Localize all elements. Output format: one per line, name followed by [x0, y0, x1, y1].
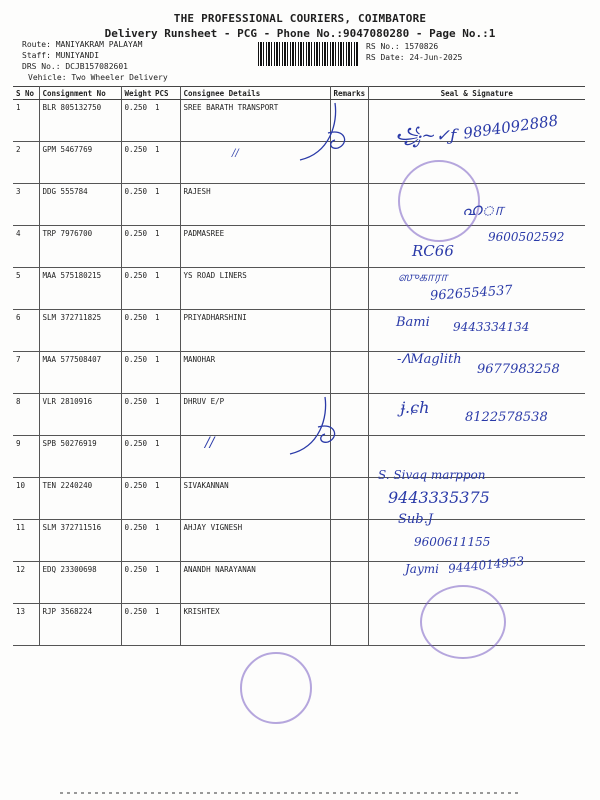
row-remarks [330, 352, 368, 394]
row-consignee: ANANDH NARAYANAN [180, 562, 330, 604]
row-weight: 0.250 [121, 478, 152, 520]
row-consignment-no: EDQ 23300698 [39, 562, 121, 604]
row-consignment-no: RJP 3568224 [39, 604, 121, 646]
row-pcs: 1 [152, 100, 180, 142]
rs-number: RS No.: 1570826 [366, 42, 439, 51]
signature-12: Jaymi [405, 562, 439, 576]
row-pcs: 1 [152, 352, 180, 394]
col-sno: S No [13, 87, 39, 100]
route-label: Route: MANIYAKRAM PALAYAM [22, 40, 143, 49]
row-consignment-no: BLR 805132750 [39, 100, 121, 142]
col-remarks: Remarks [330, 87, 368, 100]
col-consignee: Consignee Details [180, 87, 330, 100]
row-sno: 6 [13, 310, 39, 352]
col-pcs: PCS [152, 87, 180, 100]
handwritten-phone-5: 9626554537 [429, 283, 514, 304]
row-consignment-no: TEN 2240240 [39, 478, 121, 520]
handwritten-phone-12: 9444014953 [447, 554, 525, 576]
row-remarks [330, 310, 368, 352]
row-remarks [330, 562, 368, 604]
vehicle-label: Vehicle: Two Wheeler Delivery [28, 73, 168, 82]
row-remarks [330, 268, 368, 310]
row-pcs: 1 [152, 310, 180, 352]
row-pcs: 1 [152, 478, 180, 520]
row-consignment-no: SLM 372711825 [39, 310, 121, 352]
handwritten-name-4: RC66 [412, 242, 454, 260]
row-consignment-no: VLR 2810916 [39, 394, 121, 436]
row-weight: 0.250 [121, 184, 152, 226]
table-row [13, 520, 585, 562]
row-sno: 2 [13, 142, 39, 184]
row-weight: 0.250 [121, 352, 152, 394]
row-consignment-no: MAA 575180215 [39, 268, 121, 310]
table-row [13, 478, 585, 520]
handwritten-phone-10: 9443335375 [388, 488, 490, 507]
company-title: THE PROFESSIONAL COURIERS, COIMBATORE [173, 12, 427, 25]
row-sno: 13 [13, 604, 39, 646]
row-pcs: 1 [152, 268, 180, 310]
handwritten-phone-1: 9894092888 [462, 111, 560, 143]
row-weight: 0.250 [121, 394, 152, 436]
signature-6: Bami [396, 315, 430, 330]
row-sno: 5 [13, 268, 39, 310]
row-sno: 8 [13, 394, 39, 436]
row-consignee: PRIYADHARSHINI [180, 310, 330, 352]
handwritten-phone-6: 9443334134 [453, 320, 530, 334]
pcg-seal-stamp [240, 652, 312, 724]
row-consignee: YS ROAD LINERS [180, 268, 330, 310]
tick-mark-row1 [290, 98, 370, 168]
row-sno: 9 [13, 436, 39, 478]
row-consignee: SREE BARATH TRANSPORT [180, 100, 330, 142]
runsheet-subtitle: Delivery Runsheet - PCG - Phone No.:9047080280 - Page No.:1 [104, 27, 496, 40]
row-weight: 0.250 [121, 310, 152, 352]
row-consignee: AHJAY VIGNESH [180, 520, 330, 562]
staff-label: Staff: MUNIYANDI [22, 51, 100, 60]
row-weight: 0.250 [121, 520, 152, 562]
signature-11: Sub.J [398, 512, 433, 527]
row-sno: 4 [13, 226, 39, 268]
rs-date: RS Date: 24-Jun-2025 [366, 53, 463, 62]
row-weight: 0.250 [121, 100, 152, 142]
row-pcs: 1 [152, 562, 180, 604]
row-sno: 12 [13, 562, 39, 604]
handwritten-phone-11: 9600611155 [414, 535, 491, 549]
row-consignee: DHRUV E/P [180, 394, 330, 436]
row-pcs: 1 [152, 520, 180, 562]
row-sno: 1 [13, 100, 39, 142]
row-sno: 3 [13, 184, 39, 226]
row-weight: 0.250 [121, 142, 152, 184]
row-consignment-no: TRP 7976700 [39, 226, 121, 268]
row-consignment-no: MAA 577508407 [39, 352, 121, 394]
engineering-seal-stamp [420, 585, 506, 659]
signature-1: ꧁~✓ƒ [395, 126, 457, 146]
row-remarks [330, 520, 368, 562]
col-consignment: Consignment No [39, 87, 121, 100]
check-mark-9: // [205, 435, 215, 451]
handwritten-phone-8: 8122578538 [465, 410, 548, 425]
row-pcs: 1 [152, 184, 180, 226]
row-sno: 7 [13, 352, 39, 394]
col-weight: Weight [121, 87, 152, 100]
signature-5: ஸுகாரா [398, 270, 448, 285]
row-pcs: 1 [152, 226, 180, 268]
col-seal: Seal & Signature [368, 87, 585, 100]
row-weight: 0.250 [121, 226, 152, 268]
signature-3: ഹா [462, 200, 504, 220]
row-remarks [330, 604, 368, 646]
row-pcs: 1 [152, 142, 180, 184]
footer-edge [60, 792, 520, 794]
row-pcs: 1 [152, 436, 180, 478]
check-mark-2: // [232, 148, 239, 159]
handwritten-name-10: S. Sivaq marppon [378, 468, 486, 482]
row-consignment-no: GPM 5467769 [39, 142, 121, 184]
row-consignment-no: SLM 372711516 [39, 520, 121, 562]
row-consignee: RAJESH [180, 184, 330, 226]
drs-number: DRS No.: DCJB157082601 [22, 62, 128, 71]
row-consignment-no: SPB 50276919 [39, 436, 121, 478]
handwritten-phone-4: 9600502592 [488, 230, 565, 244]
row-consignee: MANOHAR [180, 352, 330, 394]
row-consignee: SIVAKANNAN [180, 478, 330, 520]
signature-8: ɉ.ɕh [400, 398, 430, 417]
signature-7: -ᐱMaglith [397, 352, 462, 367]
row-consignee: KRISHTEX [180, 604, 330, 646]
row-weight: 0.250 [121, 604, 152, 646]
tick-mark-row8 [280, 392, 360, 462]
row-remarks [330, 226, 368, 268]
row-consignee: PADMASREE [180, 226, 330, 268]
row-remarks [330, 478, 368, 520]
row-sno: 10 [13, 478, 39, 520]
barcode [258, 42, 358, 66]
row-consignment-no: DDG 555784 [39, 184, 121, 226]
row-weight: 0.250 [121, 436, 152, 478]
row-remarks [330, 184, 368, 226]
handwritten-phone-7: 9677983258 [477, 362, 560, 377]
row-weight: 0.250 [121, 268, 152, 310]
row-pcs: 1 [152, 394, 180, 436]
row-pcs: 1 [152, 604, 180, 646]
row-sno: 11 [13, 520, 39, 562]
row-weight: 0.250 [121, 562, 152, 604]
